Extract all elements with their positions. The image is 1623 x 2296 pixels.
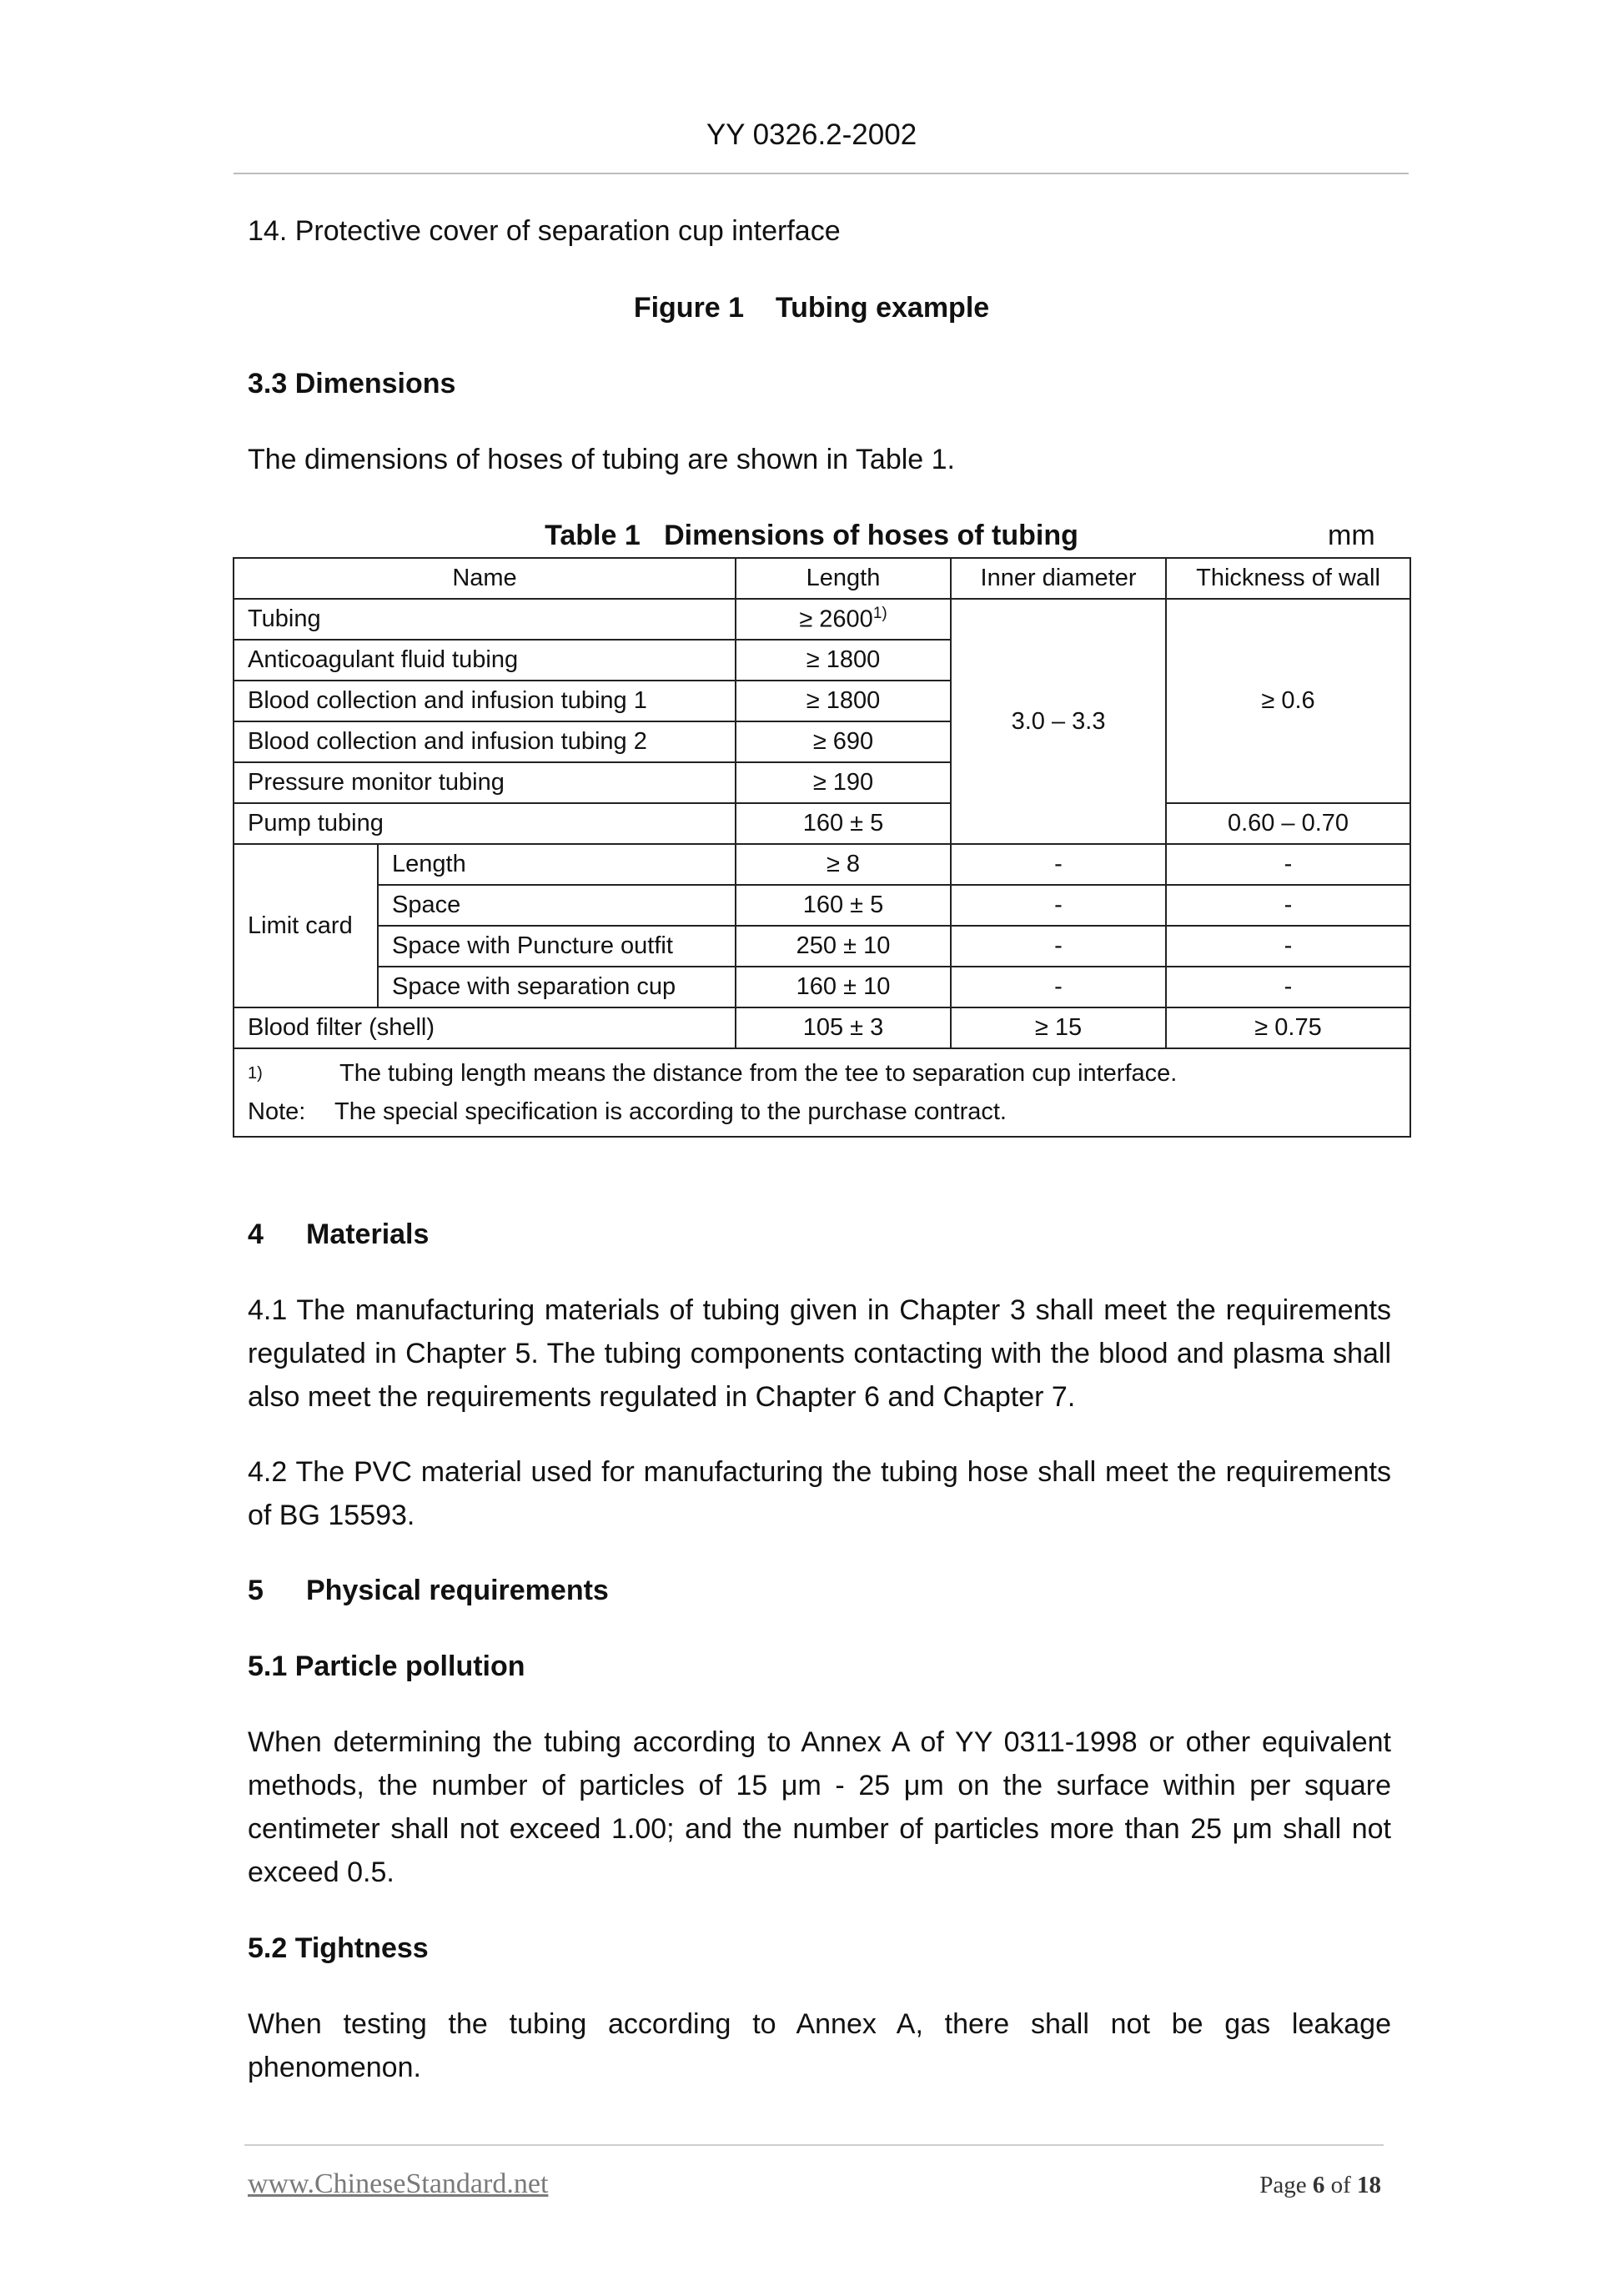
table-notes (234, 1048, 1410, 1137)
table-row (234, 885, 1410, 926)
figure-caption (0, 286, 1623, 329)
row-length: ≥ $2600^{1)}$ (736, 599, 951, 640)
header-name: Name (234, 558, 736, 599)
row-inner: ≥ 15 (951, 1007, 1166, 1048)
row-length: 160 ± 5 (736, 885, 951, 926)
table-title: Dimensions of hoses of tubing (664, 520, 1078, 551)
table-row (234, 967, 1410, 1007)
page-total: 18 (1357, 2172, 1381, 2198)
dimensions-table (233, 557, 1411, 1138)
page-indicator (1259, 2172, 1381, 2199)
note-text: The special specification is according to the purchase contract. (334, 1098, 1007, 1125)
row-length: ≥ 690 (736, 721, 951, 762)
header-wall-thickness: Thickness of wall (1166, 558, 1410, 599)
row-inner: - (951, 926, 1166, 967)
row-name: Blood collection and infusion tubing 1 (234, 681, 736, 721)
row-length: 160 ± 10 (736, 967, 951, 1007)
figure-title: Tubing example (775, 292, 990, 324)
table-unit: mm (1328, 520, 1375, 551)
section-5-heading (248, 1569, 609, 1612)
row-name: Length (378, 844, 736, 885)
section-5-title: Physical requirements (306, 1575, 609, 1606)
table-row (234, 844, 1410, 885)
row-wall: 0.60 – 0.70 (1166, 803, 1410, 844)
section-5-2-paragraph: When testing the tubing according to Annex A, there shall not be gas leakage phenomenon. (248, 2008, 1391, 2083)
section-5-number: 5 (248, 1575, 264, 1606)
figure-legend-item: 14. Protective cover of separation cup interface (248, 215, 841, 247)
section-3-3-text: The dimensions of hoses of tubing are shown in Table 1. (248, 444, 956, 475)
section-5-1-heading: 5.1 Particle pollution (248, 1650, 525, 1682)
table-note (248, 1093, 1396, 1131)
figure-number: Figure 1 (633, 292, 745, 324)
page-word: Page (1259, 2172, 1307, 2198)
table-caption (0, 514, 1623, 557)
section-4-2-paragraph: 4.2 The PVC material used for manufacturing the tubing hose shall meet the requirements of BG 15593. (248, 1456, 1391, 1531)
section-4-1-paragraph: 4.1 The manufacturing materials of tubing given in Chapter 3 shall meet the requirements regulated in Chapter 5. The tubing components contacting with the blood and plasma shall also meet the requirements regulated in Chapter 6 and Chapter 7. (248, 1294, 1391, 1413)
row-wall: - (1166, 926, 1410, 967)
row-inner: - (951, 885, 1166, 926)
row-name: Pump tubing (234, 803, 736, 844)
row-name: Space with Puncture outfit (378, 926, 736, 967)
row-inner: - (951, 844, 1166, 885)
footer-divider (244, 2144, 1384, 2146)
section-4-heading (248, 1213, 429, 1256)
row-name: Space (378, 885, 736, 926)
website-link[interactable]: www.ChineseStandard.net (248, 2168, 549, 2199)
row-name: Blood filter (shell) (234, 1007, 736, 1048)
table-footnote (248, 1054, 1396, 1093)
table-notes-row (234, 1048, 1410, 1137)
row-wall: - (1166, 844, 1410, 885)
row-name: Pressure monitor tubing (234, 762, 736, 803)
row-name: Tubing (234, 599, 736, 640)
section-5-1-paragraph: When determining the tubing according to Annex A of YY 0311-1998 or other equivalent methods, the number of particles of 15 μm - 25 μm on the surface within per square centimeter shall not exceed 1.00; and the number of particles more than 25 μm shall not exceed 0.5. (248, 1726, 1391, 1888)
table-row (234, 599, 1410, 640)
header-divider (234, 173, 1409, 174)
row-inner: - (951, 967, 1166, 1007)
section-4-title: Materials (306, 1218, 430, 1250)
footnote-ref: 1) (872, 605, 887, 623)
footnote-text: The tubing length means the distance from the tee to separation cup interface. (339, 1060, 1178, 1087)
row-length: ≥ 1800 (736, 681, 951, 721)
limit-card-label: Limit card (234, 844, 378, 1007)
footnote-mark: 1) (248, 1064, 263, 1083)
merged-wall-thickness: ≥ 0.6 (1166, 599, 1410, 803)
row-name: Space with separation cup (378, 967, 736, 1007)
table-row (234, 1007, 1410, 1048)
row-length: ≥ 1800 (736, 640, 951, 681)
page-number: 6 (1312, 2172, 1325, 2198)
document-id-header: YY 0326.2-2002 (706, 118, 917, 151)
section-3-3-heading: 3.3 Dimensions (248, 368, 456, 399)
row-wall: - (1166, 885, 1410, 926)
table-number: Table 1 (545, 520, 641, 551)
row-wall: - (1166, 967, 1410, 1007)
row-length: 105 ± 3 (736, 1007, 951, 1048)
merged-inner-diameter: 3.0 – 3.3 (951, 599, 1166, 844)
of-word: of (1330, 2172, 1351, 2198)
note-label: Note: (248, 1098, 306, 1125)
row-wall: ≥ 0.75 (1166, 1007, 1410, 1048)
section-4-number: 4 (248, 1218, 264, 1250)
table-row (234, 926, 1410, 967)
table-header-row (234, 558, 1410, 599)
row-name: Blood collection and infusion tubing 2 (234, 721, 736, 762)
section-5-2-heading: 5.2 Tightness (248, 1932, 429, 1964)
table-row (234, 803, 1410, 844)
row-name: Anticoagulant fluid tubing (234, 640, 736, 681)
row-length: 160 ± 5 (736, 803, 951, 844)
row-length: ≥ 8 (736, 844, 951, 885)
header-length: Length (736, 558, 951, 599)
header-inner-diameter: Inner diameter (951, 558, 1166, 599)
row-length: 250 ± 10 (736, 926, 951, 967)
row-length: ≥ 190 (736, 762, 951, 803)
